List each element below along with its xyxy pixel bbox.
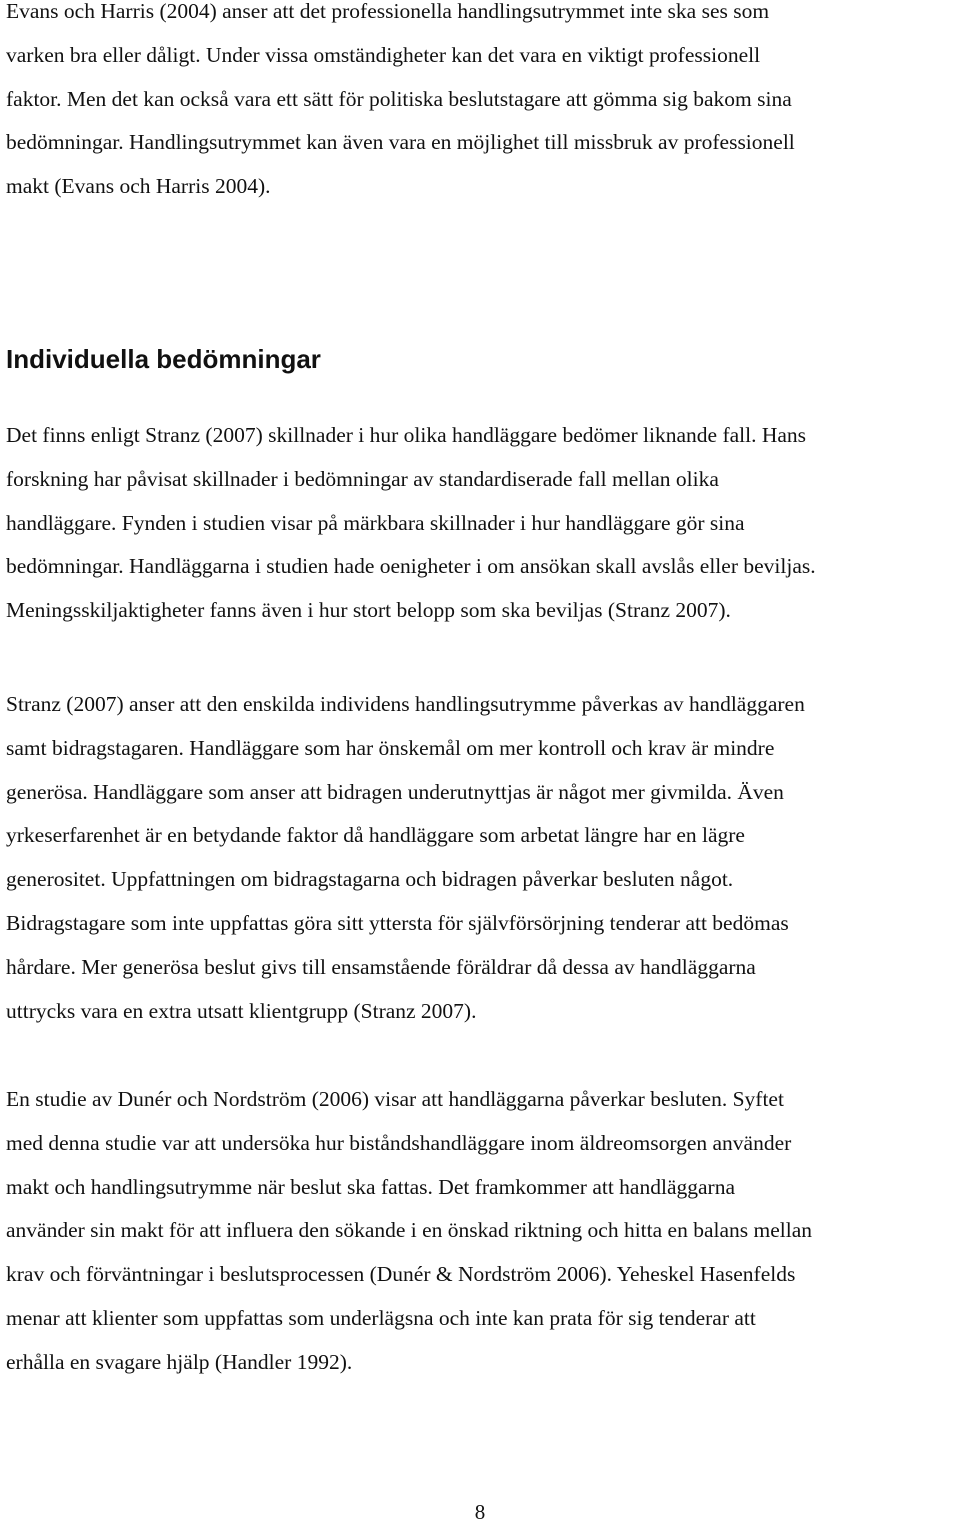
body-paragraph: Evans och Harris (2004) anser att det professionella handlingsutrymmet inte ska ses som varken bra eller dåligt. Under vissa omständigheter kan det vara en viktigt professionell faktor. Men det kan också vara ett sätt för politiska beslutstagare att gömma sig bakom sina bedömningar. Handlingsutrymmet kan även vara en möjlighet till missbruk av professionell makt (Evans och Harris 2004). [6, 0, 795, 199]
body-paragraph: Det finns enligt Stranz (2007) skillnader i hur olika handläggare bedömer liknande fall. Hans forskning har påvisat skillnader i bedömningar av standardiserade fall mellan olika handläggare. Fynden i studien visar på märkbara skillnader i hur handläggare gör sina bedömningar. Handläggarna i studien hade oenigheter i om ansökan skall avslås eller beviljas. Meningsskiljaktigheter fanns även i hur stort belopp som ska beviljas (Stranz 2007). [6, 423, 816, 623]
body-paragraph: En studie av Dunér och Nordström (2006) visar att handläggarna påverkar besluten. Syftet med denna studie var att undersöka hur biståndshandläggare inom äldreomsorgen använder makt och handlingsutrymme när beslut ska fattas. Det framkommer att handläggarna använder sin makt för att influera den sökande i en önskad riktning och hitta en balans mellan krav och förväntningar i beslutsprocessen (Dunér & Nordström 2006). Yeheskel Hasenfelds menar att klienter som uppfattas som underlägsna och inte kan prata för sig tenderar att erhålla en svagare hjälp (Handler 1992). [6, 1087, 813, 1374]
page-number: 8 [474, 1500, 486, 1524]
body-paragraph: Stranz (2007) anser att den enskilda individens handlingsutrymme påverkas av handläggaren samt bidragstagaren. Handläggare som har önskemål om mer kontroll och krav är mindre generösa. Handläggare som anser att bidragen underutnyttjas är något mer givmilda. Även yrkeserfarenhet är en betydande faktor då handläggare som arbetat längre har en lägre generositet. Uppfattningen om bidragstagarna och bidragen påverkar besluten något. Bidragstagare som inte uppfattas göra sitt yttersta för självförsörjning tenderar att bedömas hårdare. Mer generösa beslut givs till ensamstående föräldrar då dessa av handläggarna uttrycks vara en extra utsatt klientgrupp (Stranz 2007). [6, 692, 805, 1023]
section-heading: Individuella bedömningar [6, 344, 321, 374]
